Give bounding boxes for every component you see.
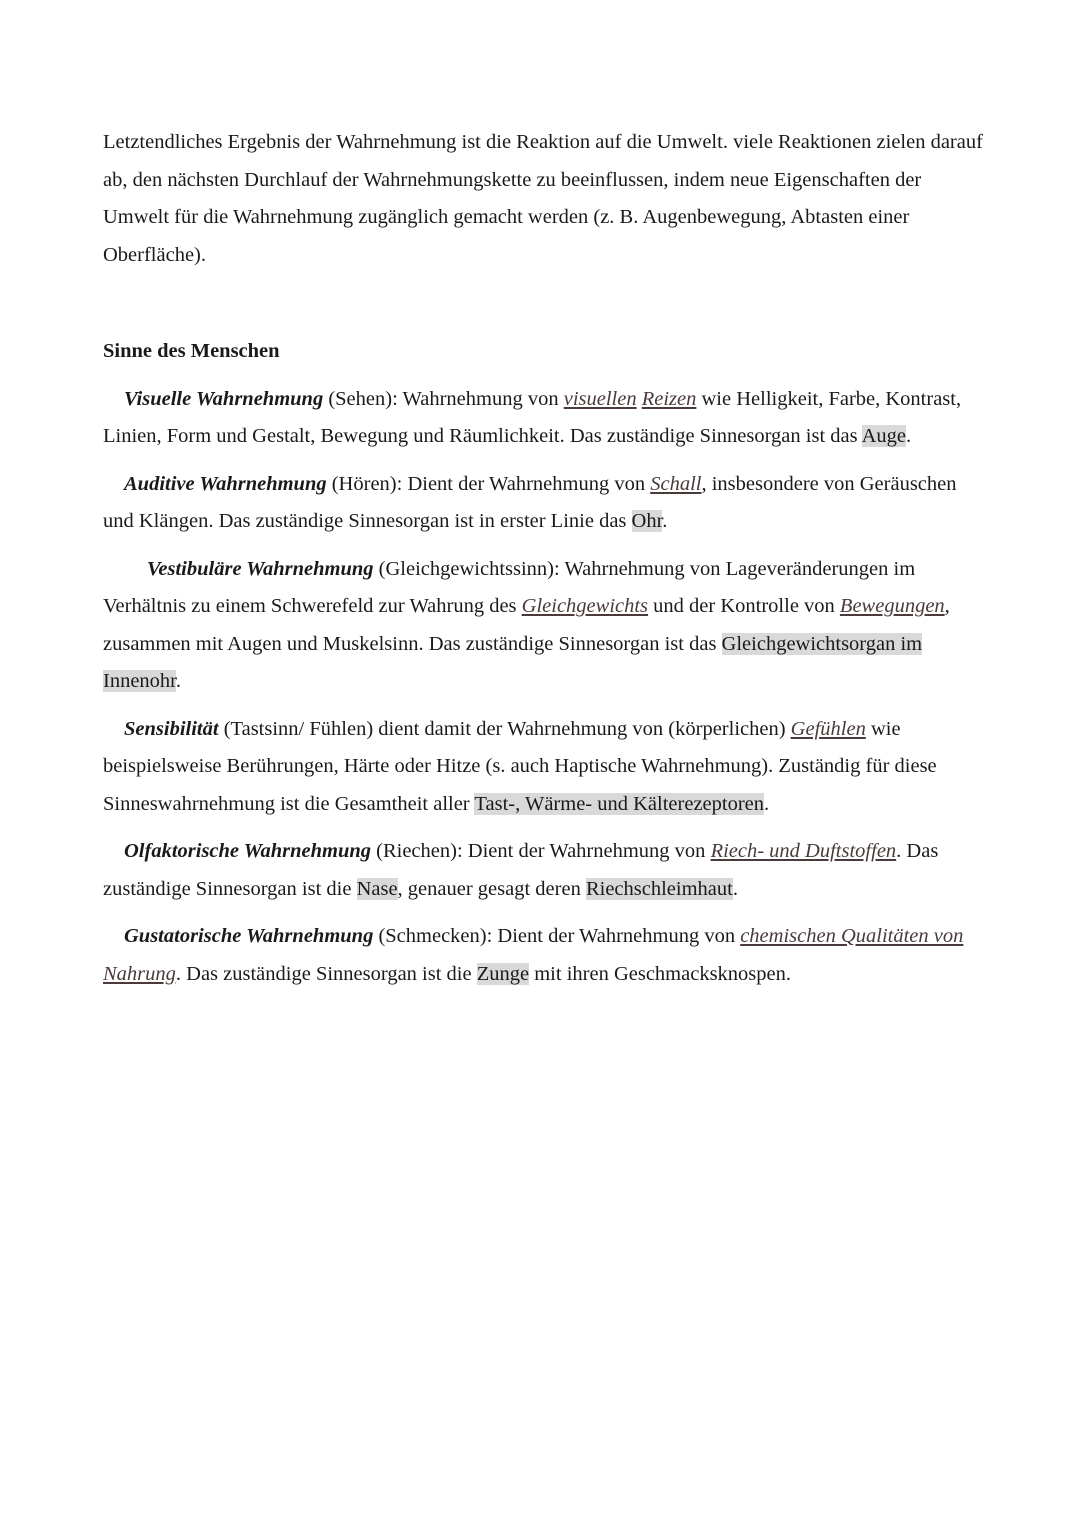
olfactory-organ-highlight-nase: Nase — [356, 877, 398, 900]
vestibular-term: Vestibuläre Wahrnehmung — [147, 557, 374, 580]
sensibility-text-1: (Tastsinn/ Fühlen) dient damit der Wahrnehmung von (körperlichen) — [218, 717, 791, 740]
gustatory-text-3: mit ihren Geschmacksknospen. — [529, 962, 791, 985]
vestibular-paragraph — [103, 551, 983, 701]
vestibular-organ-highlight: Gleichgewichtsorgan im Innenohr — [103, 632, 923, 692]
gustatory-text-2: . Das zuständige Sinnesorgan ist die — [175, 962, 477, 985]
sensibility-text-2: wie beispielsweise Berührungen, Härte oder Hitze (s. auch Haptische Wahrnehmung). Zuständig für diese Sinneswahrnehmung ist die Gesamtheit aller — [103, 717, 937, 815]
vestibular-text-2: und der Kontrolle von — [648, 595, 840, 617]
gustatory-text-1: (Schmecken): Dient der Wahrnehmung von — [373, 925, 741, 947]
visual-link-visuellen[interactable]: visuellen — [563, 387, 637, 410]
section-heading: Sinne des Menschen — [103, 340, 280, 362]
auditive-link-schall[interactable]: Schall — [650, 472, 702, 495]
sensibility-link-gefuehlen[interactable]: Gefühlen — [790, 717, 866, 740]
sensibility-term: Sensibilität — [124, 717, 219, 740]
olfactory-text-3: , genauer gesagt deren — [397, 877, 586, 900]
auditive-organ-highlight: Ohr — [631, 510, 663, 532]
visual-paragraph — [103, 381, 983, 456]
auditive-text-1: (Hören): Dient der Wahrnehmung von — [326, 472, 651, 495]
vestibular-text-1: (Gleichgewichtssinn): Wahrnehmung von Lageveränderungen im Verhältnis zu einem Schwerefeld zur Wahrung des — [103, 557, 916, 617]
vestibular-link-gleichgewichts[interactable]: Gleichgewichts — [521, 595, 649, 617]
document-page — [103, 124, 983, 1003]
vestibular-text-4: . — [175, 670, 181, 692]
visual-link-reizen[interactable]: Reizen — [641, 387, 697, 410]
sensibility-text-3: . — [764, 792, 770, 815]
visual-text-1: (Sehen): Wahrnehmung von — [323, 387, 564, 410]
auditive-term: Auditive Wahrnehmung — [124, 472, 327, 495]
vestibular-link-bewegungen[interactable]: Bewegungen — [839, 595, 945, 617]
olfactory-organ-highlight-riechschleimhaut: Riechschleimhaut — [585, 877, 733, 900]
gustatory-organ-highlight: Zunge — [476, 962, 530, 985]
visual-term: Visuelle Wahrnehmung — [124, 387, 324, 410]
olfactory-paragraph — [103, 833, 983, 908]
olfactory-text-1: (Riechen): Dient der Wahrnehmung von — [371, 840, 711, 862]
olfactory-text-2: . Das zuständige Sinnesorgan ist die — [103, 840, 939, 900]
gustatory-term: Gustatorische Wahrnehmung — [124, 925, 374, 947]
auditive-text-3: . — [662, 510, 668, 532]
auditive-paragraph — [103, 466, 983, 541]
olfactory-term: Olfaktorische Wahrnehmung — [124, 840, 372, 862]
gustatory-paragraph — [103, 918, 983, 993]
auditive-text-2: , insbesondere von Geräuschen und Klängen. Das zuständige Sinnesorgan ist in erster Linie das — [103, 472, 957, 532]
visual-text-3: . — [906, 425, 912, 447]
visual-text-2: wie Helligkeit, Farbe, Kontrast, Linien, Form und Gestalt, Bewegung und Räumlichkeit. Das zuständige Sinnesorgan ist das — [103, 387, 962, 447]
olfactory-link-duftstoffe[interactable]: Riech- und Duftstoffen — [710, 840, 897, 862]
vestibular-text-3: , zusammen mit Augen und Muskelsinn. Das zuständige Sinnesorgan ist das — [103, 595, 950, 655]
sensibility-paragraph — [103, 711, 983, 824]
olfactory-text-4: . — [732, 877, 738, 900]
intro-paragraph: Letztendliches Ergebnis der Wahrnehmung ist die Reaktion auf die Umwelt. viele Reaktionen zielen darauf ab, den nächsten Durchlauf der Wahrnehmungskette zu beeinflussen, indem neue Eigenschaften der Umwelt für die Wahrnehmung zugänglich gemacht werden (z. B. Augenbewegung, Abtasten einer Oberfläche). — [103, 131, 983, 266]
gustatory-link-nahrung[interactable]: chemischen Qualitäten von Nahrung — [103, 925, 964, 985]
visual-organ-highlight: Auge — [861, 425, 906, 447]
sensibility-organ-highlight: Tast-, Wärme- und Kälterezeptoren — [474, 792, 765, 815]
